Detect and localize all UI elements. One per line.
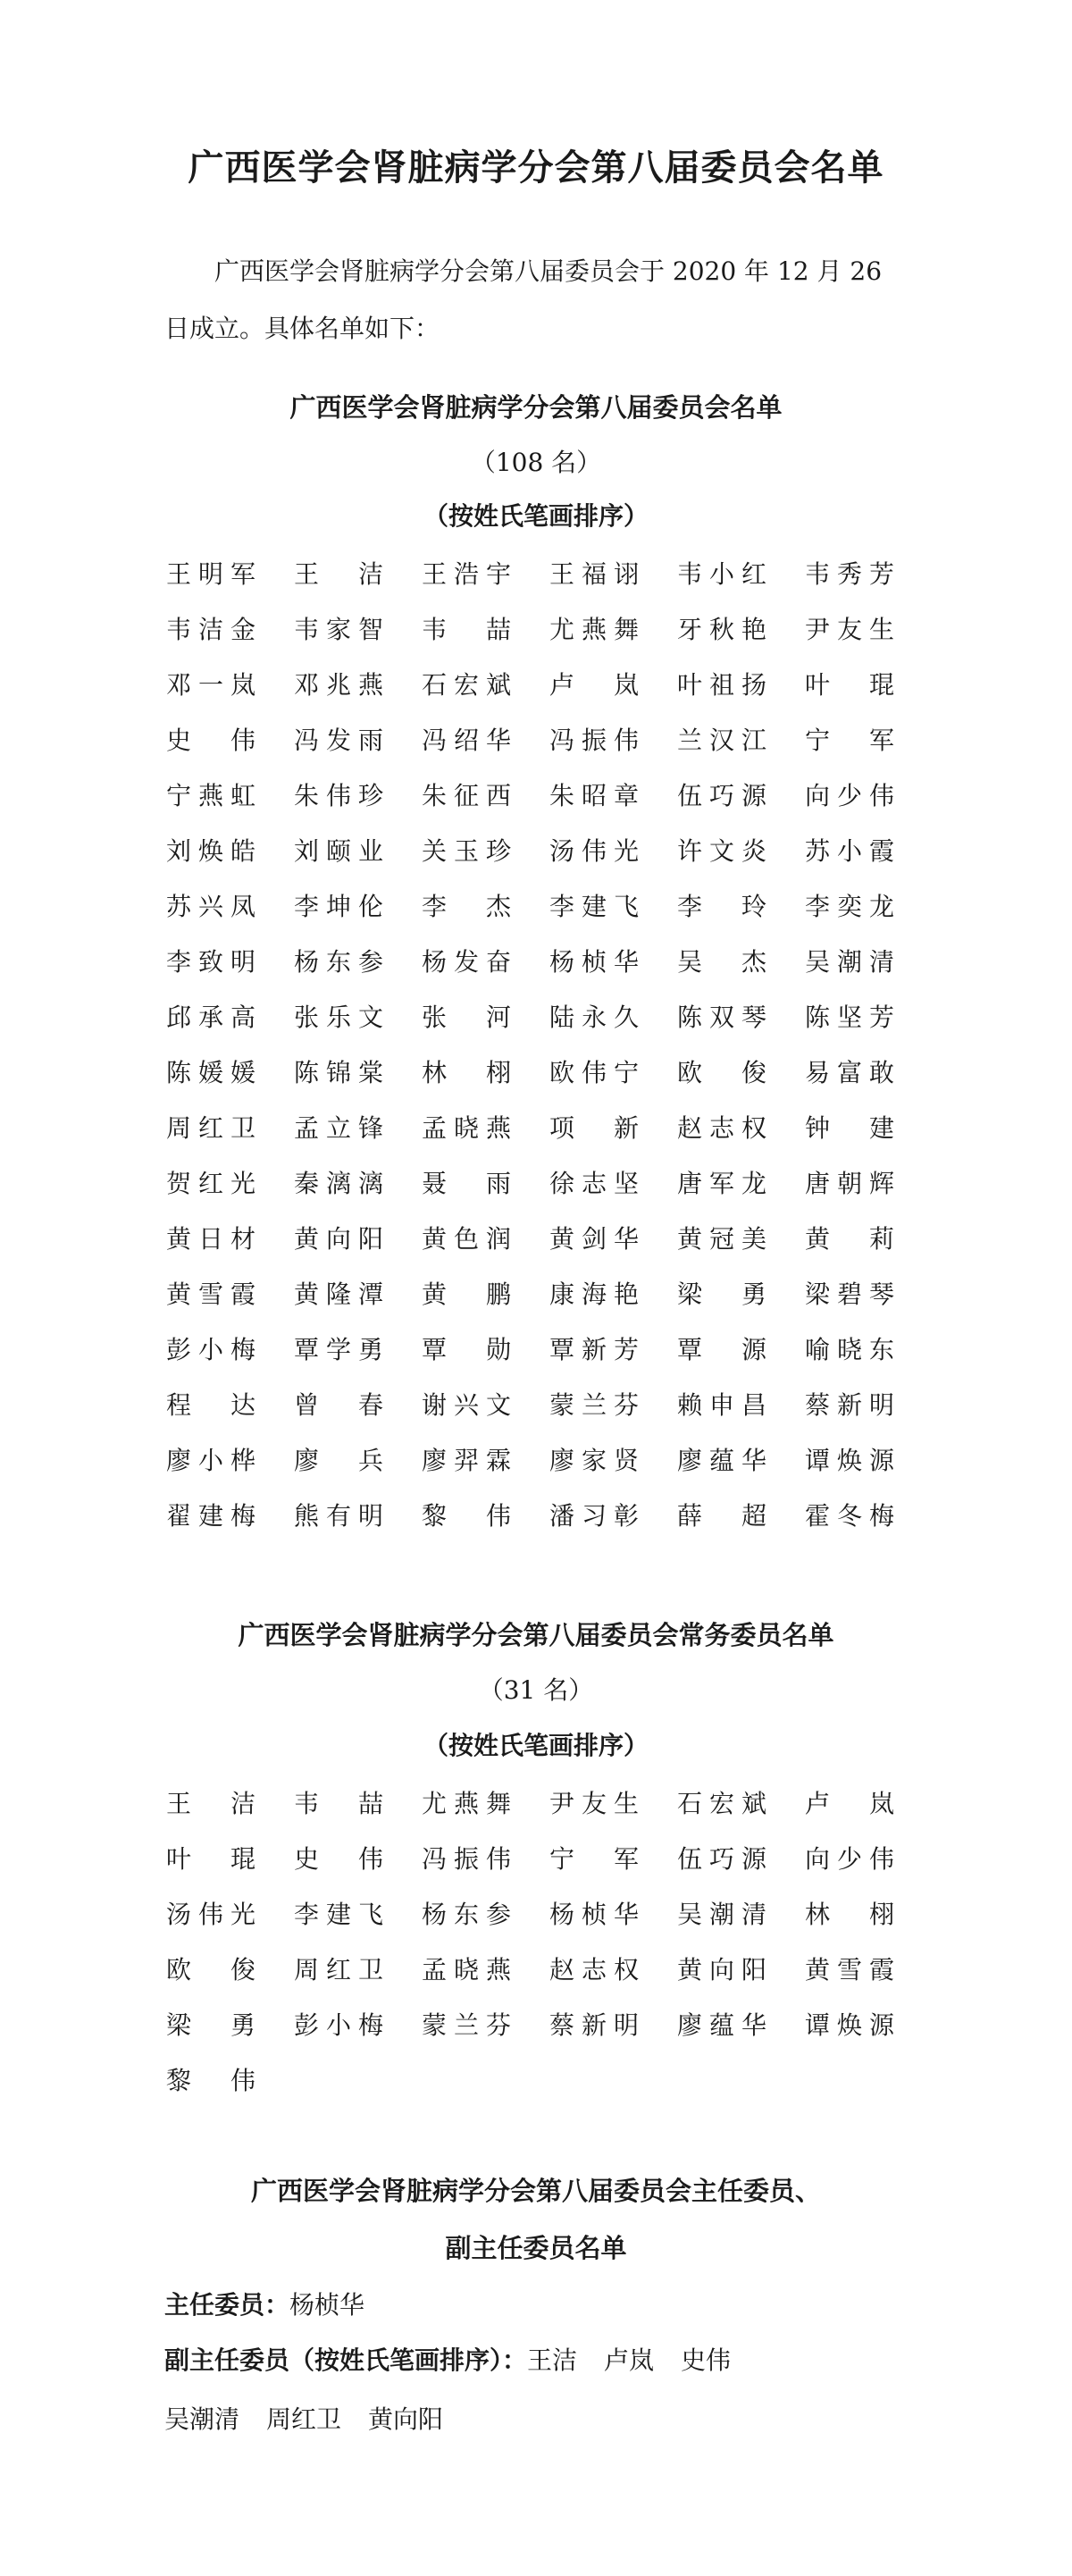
committee-name-item: 杨东参 <box>294 947 383 977</box>
committee-name-item: 尹友生 <box>805 615 894 644</box>
committee-name-item: 石宏斌 <box>422 670 511 700</box>
committee-name-item: 邓一岚 <box>166 670 255 700</box>
vice-chair-label: 副主任委员（按姓氏笔画排序）： <box>164 2345 528 2375</box>
standing-name-item: 王洁 <box>166 1789 255 1818</box>
committee-name-item: 曾春 <box>294 1390 383 1420</box>
standing-name-item: 吴潮清 <box>677 1900 766 1929</box>
committee-name-item: 陈坚芳 <box>805 1003 894 1032</box>
committee-name-item: 黄隆潭 <box>294 1280 383 1309</box>
vice-chair-name: 卢岚 <box>604 2345 655 2375</box>
vice-chair-line <box>164 2341 758 2380</box>
committee-name-item: 廖羿霖 <box>422 1446 511 1475</box>
standing-name-item: 谭焕源 <box>805 2010 894 2040</box>
standing-count: （31 名） <box>478 1675 594 1705</box>
standing-name-item: 伍巧源 <box>677 1844 766 1874</box>
committee-name-item: 蒙兰芬 <box>549 1390 639 1420</box>
committee-name-item: 苏小霞 <box>805 836 894 866</box>
committee-name-item: 韦喆 <box>422 615 511 644</box>
committee-name-item: 谢兴文 <box>422 1390 511 1420</box>
standing-name-item: 孟晓燕 <box>422 1955 511 1984</box>
chair-label: 主任委员： <box>164 2290 290 2320</box>
standing-name-item: 石宏斌 <box>677 1789 766 1818</box>
committee-name-item: 薛超 <box>677 1501 766 1531</box>
committee-name-item: 霍冬梅 <box>805 1501 894 1531</box>
committee-name-item: 廖兵 <box>294 1446 383 1475</box>
committee-name-item: 潘习彰 <box>549 1501 639 1531</box>
committee-name-item: 韦家智 <box>294 615 383 644</box>
standing-name-item: 叶琨 <box>166 1844 255 1874</box>
committee-name-item: 向少伟 <box>805 781 894 810</box>
committee-name-item: 刘颐业 <box>294 836 383 866</box>
committee-name-item: 李杰 <box>422 892 511 921</box>
vice-chair-name: 黄向阳 <box>368 2404 444 2434</box>
committee-name-item: 覃新芳 <box>549 1335 639 1364</box>
committee-name-item: 邱承高 <box>166 1003 255 1032</box>
standing-name-item: 黎伟 <box>166 2066 255 2095</box>
standing-name-item: 史伟 <box>294 1844 383 1874</box>
committee-name-item: 叶祖扬 <box>677 670 766 700</box>
committee-name-item: 黎伟 <box>422 1501 511 1531</box>
committee-name-item: 黄日材 <box>166 1224 255 1254</box>
committee-name-item: 朱伟珍 <box>294 781 383 810</box>
committee-name-item: 伍巧源 <box>677 781 766 810</box>
committee-name-item: 叶琨 <box>805 670 894 700</box>
committee-name-item: 廖小桦 <box>166 1446 255 1475</box>
standing-name-item: 周红卫 <box>294 1955 383 1984</box>
committee-name-item: 聂雨 <box>422 1169 511 1198</box>
standing-name-item: 冯振伟 <box>422 1844 511 1874</box>
committee-name-item: 周红卫 <box>166 1113 255 1143</box>
committee-name-item: 许文炎 <box>677 836 766 866</box>
leaders-title-line1: 广西医学会肾脏病学分会第八届委员会主任委员、 <box>250 2176 821 2206</box>
committee-name-item: 尤燕舞 <box>549 615 639 644</box>
committee-name-item: 贺红光 <box>166 1169 255 1198</box>
committee-name-item: 蔡新明 <box>805 1390 894 1420</box>
committee-name-item: 朱昭章 <box>549 781 639 810</box>
committee-name-item: 黄剑华 <box>549 1224 639 1254</box>
standing-name-item: 赵志权 <box>549 1955 639 1984</box>
standing-name-item: 尤燕舞 <box>422 1789 511 1818</box>
committee-name-item: 关玉珍 <box>422 836 511 866</box>
chair-line <box>164 2286 364 2325</box>
committee-name-item: 黄冠美 <box>677 1224 766 1254</box>
committee-name-item: 钟建 <box>805 1113 894 1143</box>
committee-name-item: 吴杰 <box>677 947 766 977</box>
committee-name-item: 唐朝辉 <box>805 1169 894 1198</box>
standing-name-item: 黄向阳 <box>677 1955 766 1984</box>
committee-name-item: 廖蕴华 <box>677 1446 766 1475</box>
committee-name-item: 赵志权 <box>677 1113 766 1143</box>
committee-name-item: 邓兆燕 <box>294 670 383 700</box>
committee-name-item: 梁勇 <box>677 1280 766 1309</box>
committee-name-item: 覃学勇 <box>294 1335 383 1364</box>
committee-name-item: 彭小梅 <box>166 1335 255 1364</box>
standing-name-item: 汤伟光 <box>166 1900 255 1929</box>
committee-name-item: 宁燕虹 <box>166 781 255 810</box>
committee-name-item: 黄雪霞 <box>166 1280 255 1309</box>
chair-name: 杨桢华 <box>289 2290 365 2320</box>
committee-name-item: 徐志坚 <box>549 1169 639 1198</box>
vice-chair-line-2 <box>164 2400 470 2439</box>
page-title: 广西医学会肾脏病学分会第八届委员会名单 <box>188 147 884 189</box>
committee-name-item: 汤伟光 <box>549 836 639 866</box>
committee-name-item: 廖家贤 <box>549 1446 639 1475</box>
standing-name-item: 彭小梅 <box>294 2010 383 2040</box>
vice-chair-name: 周红卫 <box>266 2404 342 2434</box>
committee-name-item: 喻晓东 <box>805 1335 894 1364</box>
committee-name-item: 孟晓燕 <box>422 1113 511 1143</box>
committee-name-item: 黄莉 <box>805 1224 894 1254</box>
standing-name-item: 林栩 <box>805 1900 894 1929</box>
committee-name-item: 覃勋 <box>422 1335 511 1364</box>
committee-order-note: （按姓氏笔画排序） <box>423 501 649 531</box>
committee-name-item: 杨桢华 <box>549 947 639 977</box>
committee-name-item: 欧俊 <box>677 1058 766 1087</box>
committee-name-item: 黄向阳 <box>294 1224 383 1254</box>
committee-name-item: 项新 <box>549 1113 639 1143</box>
committee-name-item: 孟立锋 <box>294 1113 383 1143</box>
committee-name-item: 陈双琴 <box>677 1003 766 1032</box>
committee-name-item: 陆永久 <box>549 1003 639 1032</box>
committee-name-item: 李奕龙 <box>805 892 894 921</box>
committee-name-item: 陈媛媛 <box>166 1058 255 1087</box>
standing-name-item: 向少伟 <box>805 1844 894 1874</box>
vice-chair-name: 王洁 <box>527 2345 578 2375</box>
committee-name-item: 黄色润 <box>422 1224 511 1254</box>
standing-name-item: 卢岚 <box>805 1789 894 1818</box>
committee-name-item: 韦洁金 <box>166 615 255 644</box>
committee-name-item: 黄鹏 <box>422 1280 511 1309</box>
standing-name-list <box>166 1776 931 2109</box>
committee-name-item: 林栩 <box>422 1058 511 1087</box>
vice-chair-name: 史伟 <box>681 2345 732 2375</box>
committee-name-item: 梁碧琴 <box>805 1280 894 1309</box>
committee-name-item: 牙秋艳 <box>677 615 766 644</box>
committee-name-item: 翟建梅 <box>166 1501 255 1531</box>
standing-name-item: 杨东参 <box>422 1900 511 1929</box>
committee-name-item: 王洁 <box>294 559 383 589</box>
standing-name-item: 李建飞 <box>294 1900 383 1929</box>
committee-title: 广西医学会肾脏病学分会第八届委员会名单 <box>289 392 783 423</box>
committee-name-item: 李致明 <box>166 947 255 977</box>
committee-name-item: 覃源 <box>677 1335 766 1364</box>
intro-paragraph: 广西医学会肾脏病学分会第八届委员会于 2020 年 12 月 26 日成立。具体名单如下： <box>164 256 883 343</box>
standing-name-item: 欧俊 <box>166 1955 255 1984</box>
committee-name-list <box>166 547 931 1544</box>
committee-name-item: 冯发雨 <box>294 726 383 755</box>
committee-name-item: 杨发奋 <box>422 947 511 977</box>
committee-name-item: 冯振伟 <box>549 726 639 755</box>
committee-name-item: 韦小红 <box>677 559 766 589</box>
standing-name-item: 韦喆 <box>294 1789 383 1818</box>
leaders-title-line2: 副主任委员名单 <box>445 2233 627 2263</box>
standing-order-note: （按姓氏笔画排序） <box>423 1731 649 1760</box>
committee-name-item: 张河 <box>422 1003 511 1032</box>
standing-name-item: 杨桢华 <box>549 1900 639 1929</box>
standing-name-item: 梁勇 <box>166 2010 255 2040</box>
standing-name-item: 黄雪霞 <box>805 1955 894 1984</box>
standing-name-item: 尹友生 <box>549 1789 639 1818</box>
committee-name-item: 兰汉江 <box>677 726 766 755</box>
vice-chair-names-line1 <box>527 2345 758 2375</box>
committee-name-item: 王福诩 <box>549 559 639 589</box>
committee-count: （108 名） <box>470 448 602 477</box>
committee-name-item: 熊有明 <box>294 1501 383 1531</box>
standing-name-item: 宁军 <box>549 1844 639 1874</box>
committee-name-item: 吴潮清 <box>805 947 894 977</box>
committee-name-item: 史伟 <box>166 726 255 755</box>
committee-name-item: 王明军 <box>166 559 255 589</box>
committee-name-item: 刘焕皓 <box>166 836 255 866</box>
standing-name-item: 蒙兰芬 <box>422 2010 511 2040</box>
committee-name-item: 卢岚 <box>549 670 639 700</box>
committee-name-item: 张乐文 <box>294 1003 383 1032</box>
committee-name-item: 韦秀芳 <box>805 559 894 589</box>
committee-name-item: 唐军龙 <box>677 1169 766 1198</box>
committee-name-item: 李建飞 <box>549 892 639 921</box>
committee-name-item: 程达 <box>166 1390 255 1420</box>
vice-chair-name: 吴潮清 <box>164 2404 240 2434</box>
committee-name-item: 李玲 <box>677 892 766 921</box>
committee-name-item: 苏兴凤 <box>166 892 255 921</box>
committee-name-item: 宁军 <box>805 726 894 755</box>
committee-name-item: 欧伟宁 <box>549 1058 639 1087</box>
committee-name-item: 秦漓漓 <box>294 1169 383 1198</box>
committee-name-item: 王浩宇 <box>422 559 511 589</box>
vice-chair-names-line2 <box>164 2404 470 2434</box>
committee-name-item: 朱征西 <box>422 781 511 810</box>
committee-name-item: 易富敢 <box>805 1058 894 1087</box>
standing-name-item: 蔡新明 <box>549 2010 639 2040</box>
committee-name-item: 谭焕源 <box>805 1446 894 1475</box>
committee-name-item: 康海艳 <box>549 1280 639 1309</box>
standing-name-item: 廖蕴华 <box>677 2010 766 2040</box>
committee-name-item: 李坤伦 <box>294 892 383 921</box>
committee-name-item: 赖申昌 <box>677 1390 766 1420</box>
standing-title: 广西医学会肾脏病学分会第八届委员会常务委员名单 <box>238 1620 834 1650</box>
committee-name-item: 冯绍华 <box>422 726 511 755</box>
committee-name-item: 陈锦棠 <box>294 1058 383 1087</box>
